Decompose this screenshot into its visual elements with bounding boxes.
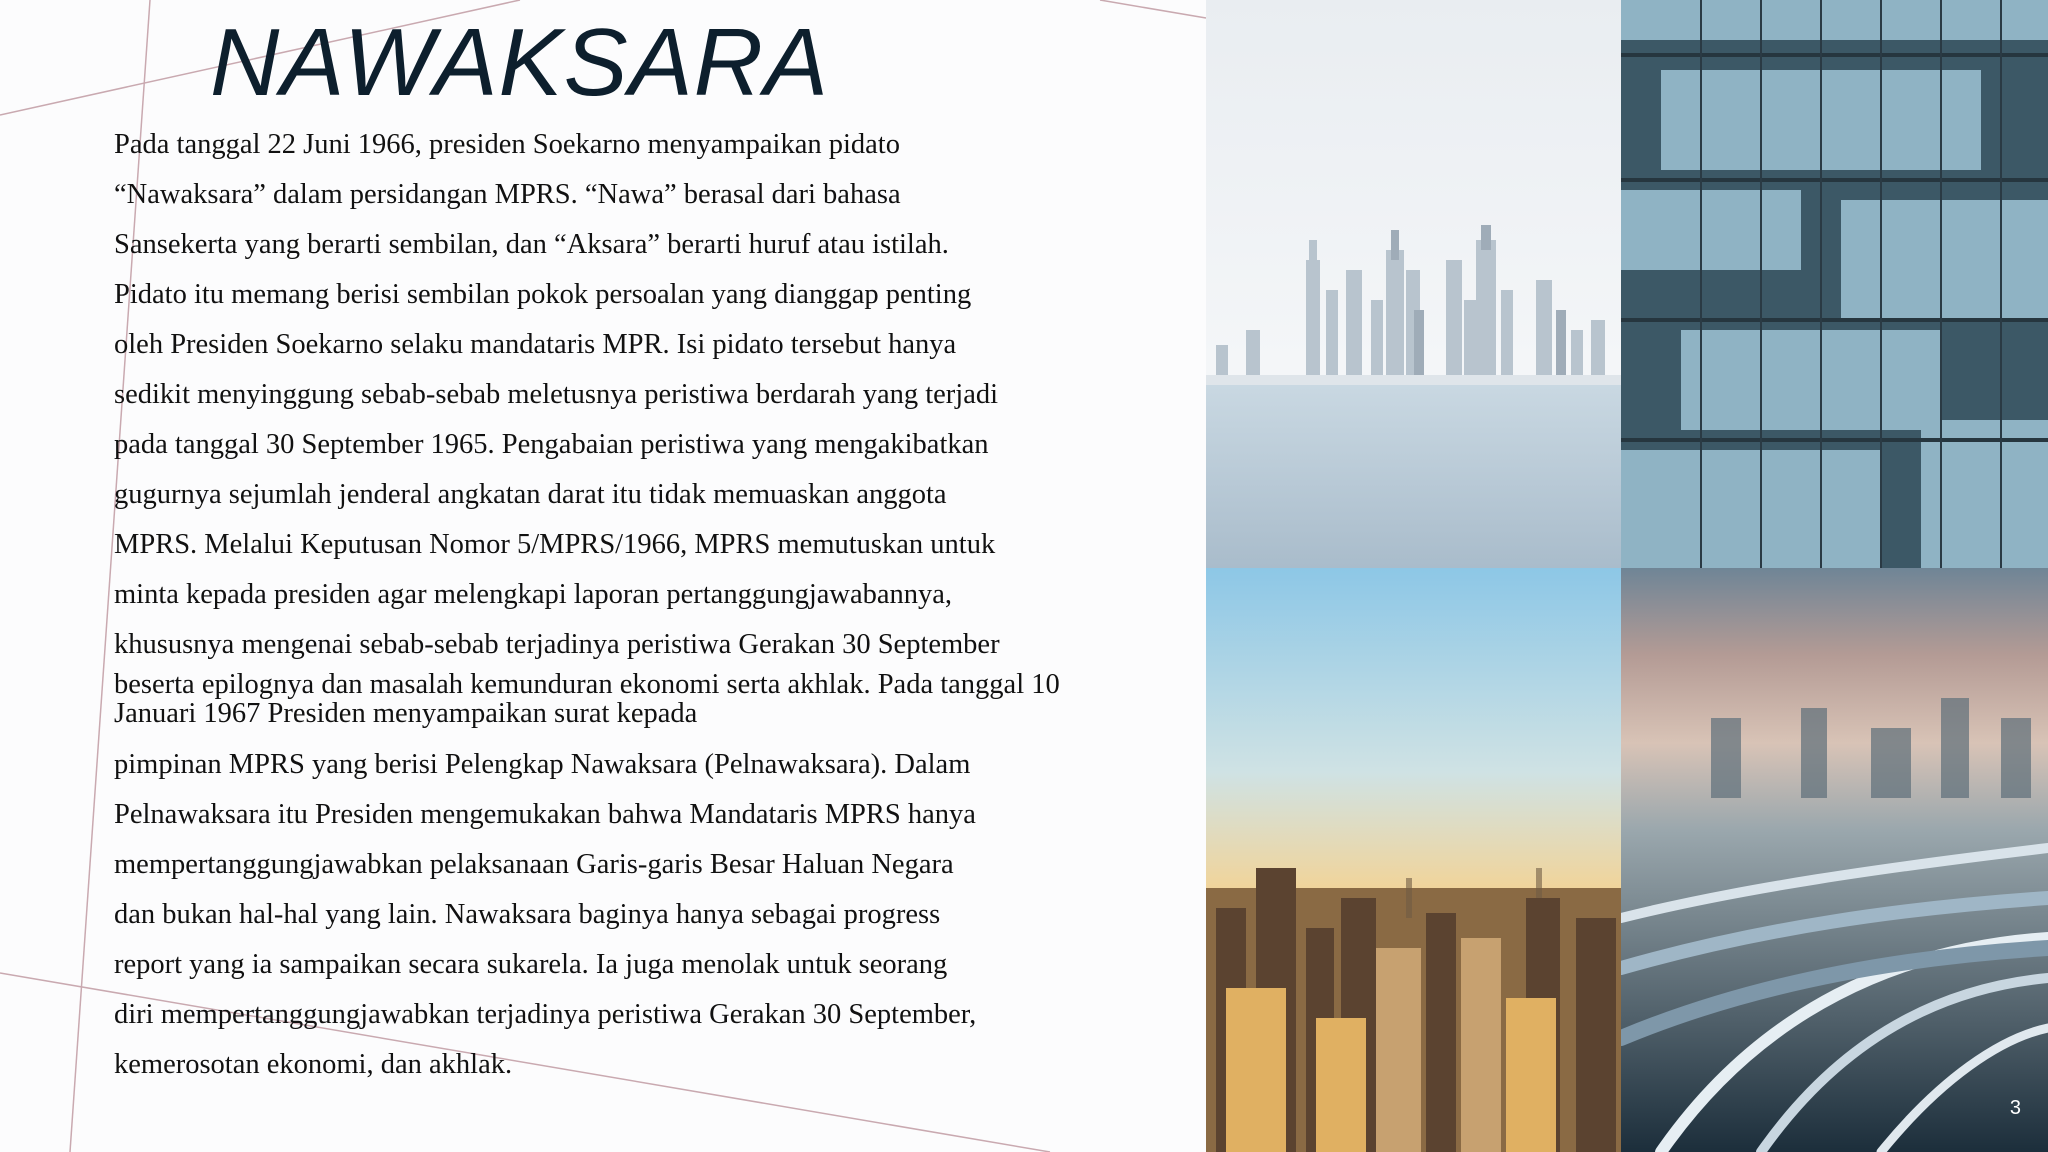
paragraph-line: Pada tanggal 22 Juni 1966, presiden Soekarno menyampaikan pidato — [114, 129, 900, 160]
sunset-cityscape-photo — [1206, 568, 1621, 1152]
body-paragraph — [114, 120, 1114, 1090]
paragraph-line: Pelnawaksara itu Presiden mengemukakan bahwa Mandataris MPRS hanya — [114, 799, 976, 830]
slide-title: NAWAKSARA — [210, 9, 829, 116]
paragraph-line: pimpinan MPRS yang berisi Pelengkap Nawaksara (Pelnawaksara). Dalam — [114, 749, 971, 780]
paragraph-line: dan bukan hal-hal yang lain. Nawaksara baginya hanya sebagai progress — [114, 899, 941, 930]
paragraph-line: beserta epilognya dan masalah kemunduran ekonomi serta akhlak. Pada tanggal 10 — [114, 669, 1060, 700]
page-number: 3 — [2009, 1097, 2021, 1119]
paragraph-line: “Nawaksara” dalam persidangan MPRS. “Nawa” berasal dari bahasa — [114, 179, 901, 210]
paragraph-line: mempertanggungjawabkan pelaksanaan Garis-garis Besar Haluan Negara — [114, 849, 954, 880]
motion-blur-highway-photo — [1621, 568, 2048, 1152]
paragraph-line: Januari 1967 Presiden menyampaikan surat kepada — [114, 698, 698, 729]
paragraph-line: MPRS. Melalui Keputusan Nomor 5/MPRS/1966, MPRS memutuskan untuk — [114, 529, 996, 560]
paragraph-line: kemerosotan ekonomi, dan akhlak. — [114, 1049, 513, 1080]
paragraph-line: report yang ia sampaikan secara sukarela. Ia juga menolak untuk seorang — [114, 949, 948, 980]
paragraph-line: sedikit menyinggung sebab-sebab meletusnya peristiwa berdarah yang terjadi — [114, 379, 999, 410]
paragraph-line: Sansekerta yang berarti sembilan, dan “Aksara” berarti huruf atau istilah. — [114, 229, 949, 260]
paragraph-line: oleh Presiden Soekarno selaku mandataris MPR. Isi pidato tersebut hanya — [114, 329, 957, 360]
city-skyline-waterfront-photo — [1206, 0, 1621, 568]
paragraph-line: khususnya mengenai sebab-sebab terjadinya peristiwa Gerakan 30 September — [114, 629, 1000, 660]
paragraph-line: pada tanggal 30 September 1965. Pengabaian peristiwa yang mengakibatkan — [114, 429, 989, 460]
glass-skyscraper-photo — [1621, 0, 2048, 568]
paragraph-line: minta kepada presiden agar melengkapi laporan pertanggungjawabannya, — [114, 579, 953, 610]
paragraph-line: gugurnya sejumlah jenderal angkatan darat itu tidak memuaskan anggota — [114, 479, 947, 510]
paragraph-line: Pidato itu memang berisi sembilan pokok persoalan yang dianggap penting — [114, 279, 972, 310]
paragraph-line: diri mempertanggungjawabkan terjadinya peristiwa Gerakan 30 September, — [114, 999, 977, 1030]
